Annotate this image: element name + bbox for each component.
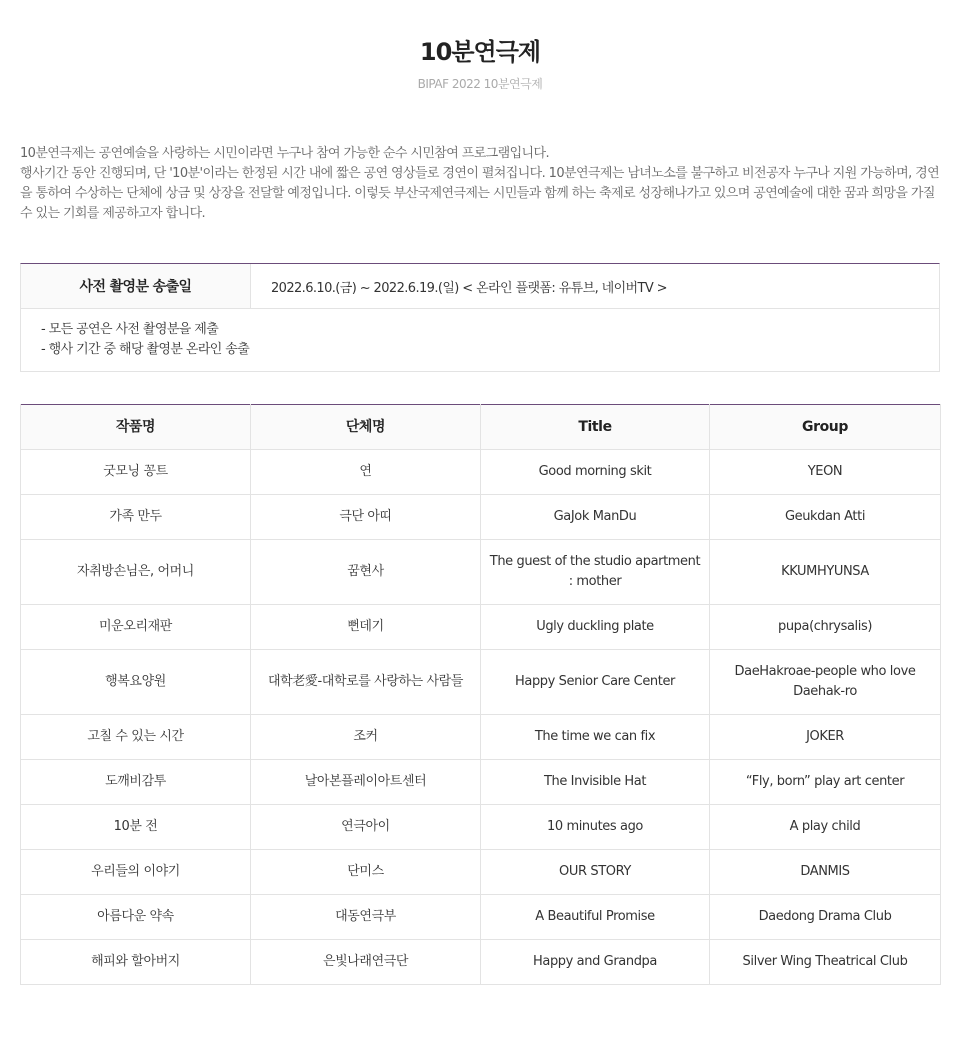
table-row [21, 715, 941, 760]
table-cell: 단미스 [251, 850, 481, 895]
table-cell: 연 [251, 450, 481, 495]
table-cell: Good morning skit [481, 450, 710, 495]
table-row [21, 605, 941, 650]
table-cell: 자취방손님은, 어머니 [21, 540, 251, 605]
table-cell: 미운오리재판 [21, 605, 251, 650]
note-item: - 행사 기간 중 해당 촬영분 온라인 송출 [41, 342, 250, 357]
table-row [21, 940, 941, 985]
broadcast-info-box [20, 263, 940, 372]
table-cell: GaJok ManDu [481, 495, 710, 540]
column-header-group-en: Group [710, 405, 941, 450]
column-header-group-ko: 단체명 [251, 405, 481, 450]
table-row [21, 850, 941, 895]
table-row [21, 895, 941, 940]
table-cell: 대동연극부 [251, 895, 481, 940]
table-cell: Happy and Grandpa [481, 940, 710, 985]
table-cell: The guest of the studio apartment : mother [481, 540, 710, 605]
table-cell: Ugly duckling plate [481, 605, 710, 650]
table-cell: 행복요양원 [21, 650, 251, 715]
table-row [21, 760, 941, 805]
table-cell: DANMIS [710, 850, 941, 895]
page-title: 10분연극제 [419, 38, 541, 66]
table-cell: 도깨비감투 [21, 760, 251, 805]
table-cell: 은빛나래연극단 [251, 940, 481, 985]
table-cell: OUR STORY [481, 850, 710, 895]
note-item: - 모든 공연은 사전 촬영분을 제출 [41, 322, 219, 337]
table-cell: 우리들의 이야기 [21, 850, 251, 895]
table-cell: 10 minutes ago [481, 805, 710, 850]
broadcast-info-value: 2022.6.10.(금) ~ 2022.6.19.(일) < 온라인 플랫폼: 유튜브, 네이버TV > [271, 280, 667, 296]
table-cell: 조커 [251, 715, 481, 760]
table-cell: 꿈현사 [251, 540, 481, 605]
table-cell: pupa(chrysalis) [710, 605, 941, 650]
page-subtitle: BIPAF 2022 10분연극제 [417, 77, 543, 91]
table-cell: 날아본플레이아트센터 [251, 760, 481, 805]
works-table [20, 404, 941, 985]
broadcast-info-row [21, 264, 939, 309]
table-cell: 굿모닝 꽁트 [21, 450, 251, 495]
intro-line: 10분연극제는 공연예술을 사랑하는 시민이라면 누구나 참여 가능한 순수 시민참여 프로그램입니다. [20, 146, 549, 161]
table-cell: 뻔데기 [251, 605, 481, 650]
table-cell: KKUMHYUNSA [710, 540, 941, 605]
table-row [21, 540, 941, 605]
table-cell: The Invisible Hat [481, 760, 710, 805]
table-cell: Happy Senior Care Center [481, 650, 710, 715]
column-header-title-en: Title [481, 405, 710, 450]
table-row [21, 495, 941, 540]
table-cell: 가족 만두 [21, 495, 251, 540]
table-cell: Geukdan Atti [710, 495, 941, 540]
intro-line: 행사기간 동안 진행되며, 단 '10분'이라는 한정된 시간 내에 짧은 공연 영상들로 경연이 펼쳐집니다. 10분연극제는 남녀노소를 불구하고 비전공자 누구나 지원 가능하며, 경연을 통하여 수상하는 단체에 상금 및 상장을 전달할 예정입니다. 이렇듯 부산국제연극제는 시민들과 함께 하는 축제로 성장해나가고 있으며 공연예술에 대한 꿈과 희망을 가질 수 있는 기회를 제공하고자 합니다. [20, 166, 940, 221]
table-cell: 고칠 수 있는 시간 [21, 715, 251, 760]
table-row [21, 650, 941, 715]
table-cell: A play child [710, 805, 941, 850]
table-row [21, 805, 941, 850]
table-cell: A Beautiful Promise [481, 895, 710, 940]
table-cell: Silver Wing Theatrical Club [710, 940, 941, 985]
table-cell: 연극아이 [251, 805, 481, 850]
broadcast-info-label: 사전 촬영분 송출일 [21, 264, 251, 308]
intro-text [20, 144, 940, 224]
column-header-work-title-ko: 작품명 [21, 405, 251, 450]
table-header-row [21, 405, 941, 450]
table-cell: YEON [710, 450, 941, 495]
table-cell: JOKER [710, 715, 941, 760]
table-cell: Daedong Drama Club [710, 895, 941, 940]
table-cell: “Fly, born” play art center [710, 760, 941, 805]
table-cell: The time we can fix [481, 715, 710, 760]
table-cell: 대학老愛-대학로를 사랑하는 사람들 [251, 650, 481, 715]
table-cell: 극단 아띠 [251, 495, 481, 540]
table-cell: 아름다운 약속 [21, 895, 251, 940]
broadcast-info-notes [21, 309, 939, 371]
table-cell: 10분 전 [21, 805, 251, 850]
table-row [21, 450, 941, 495]
table-cell: 해피와 할아버지 [21, 940, 251, 985]
table-cell: DaeHakroae-people who love Daehak-ro [710, 650, 941, 715]
